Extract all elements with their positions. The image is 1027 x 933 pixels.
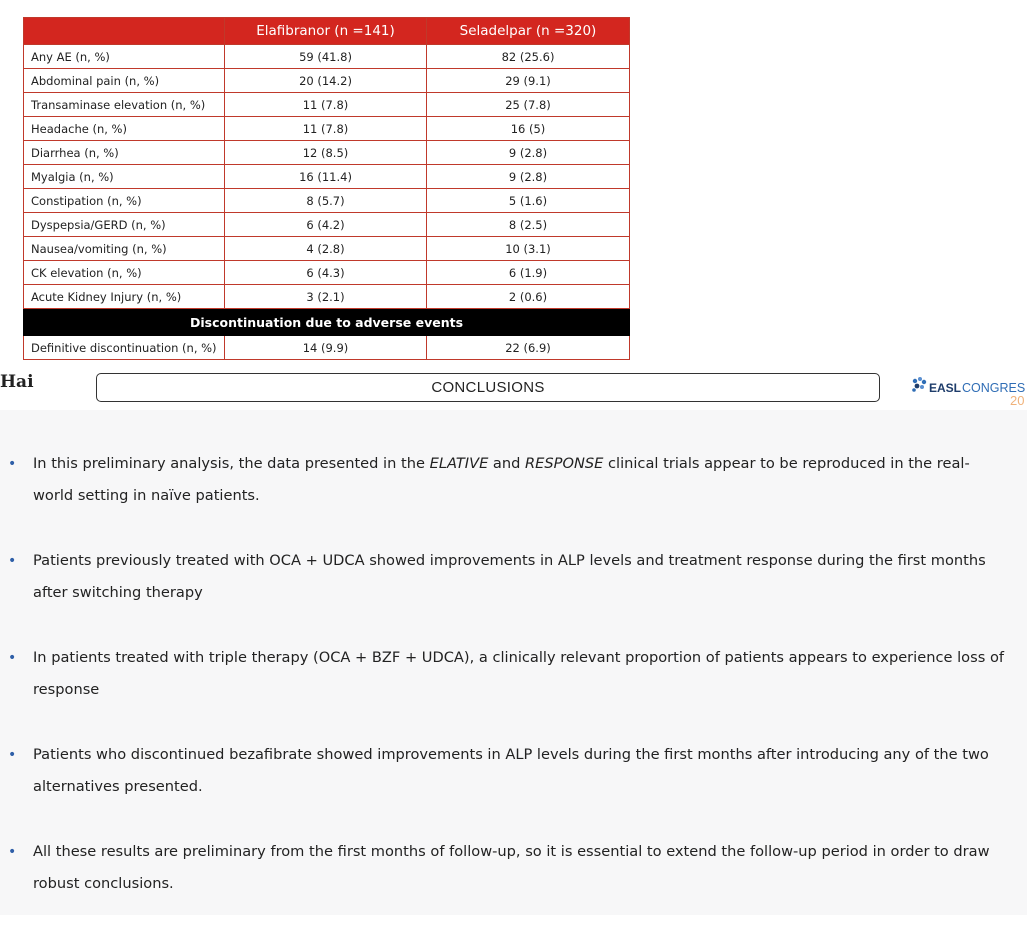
elafibranor-value: 6 (4.2) (225, 213, 427, 237)
elafibranor-value: 4 (2.8) (225, 237, 427, 261)
bullet-dot-icon: • (8, 844, 17, 860)
row-label: Constipation (n, %) (24, 189, 225, 213)
table-row (24, 336, 630, 360)
easl-congress-logo (910, 375, 1027, 409)
row-label: Abdominal pain (n, %) (24, 69, 225, 93)
section-header-row (24, 309, 630, 336)
table-row (24, 69, 630, 93)
table-row (24, 141, 630, 165)
header-cell-elafibranor: Elafibranor (n =141) (225, 18, 427, 45)
bullet-text-pre: In this preliminary analysis, the data presented in the (33, 455, 430, 472)
table-row (24, 237, 630, 261)
row-label: Myalgia (n, %) (24, 165, 225, 189)
bullet-text-trial-1: ELATIVE (429, 455, 489, 472)
row-label: Transaminase elevation (n, %) (24, 93, 225, 117)
seladelpar-value: 2 (0.6) (427, 285, 630, 309)
table-header-row (24, 18, 630, 45)
table-row (24, 45, 630, 69)
bullet-text-trial-2: RESPONSE (525, 455, 604, 472)
logo-year-text: 20 (1010, 393, 1025, 408)
bullet-text: In patients treated with triple therapy (OCA + BZF + UDCA), a clinically relevant proportion of patients appears to experience loss of response (33, 649, 1005, 698)
row-label: Headache (n, %) (24, 117, 225, 141)
list-item (0, 642, 1027, 706)
bullet-dot-icon: • (8, 456, 17, 472)
row-label: Dyspepsia/GERD (n, %) (24, 213, 225, 237)
bullet-dot-icon: • (8, 650, 17, 666)
table-row (24, 165, 630, 189)
bullet-text: Patients who discontinued bezafibrate showed improvements in ALP levels during the first months after introducing any of the two alternatives presented. (33, 746, 989, 795)
table-row (24, 285, 630, 309)
logo-congress-text: CONGRES (962, 381, 1026, 395)
table-row (24, 117, 630, 141)
list-item (0, 545, 1027, 609)
table-row (24, 93, 630, 117)
elafibranor-value: 11 (7.8) (225, 93, 427, 117)
row-label: Any AE (n, %) (24, 45, 225, 69)
list-item (0, 836, 1027, 900)
seladelpar-value: 22 (6.9) (427, 336, 630, 360)
bullet-dot-icon: • (8, 747, 17, 763)
seladelpar-value: 9 (2.8) (427, 141, 630, 165)
bullet-text: All these results are preliminary from the first months of follow-up, so it is essential to extend the follow-up period in order to draw robust conclusions. (33, 843, 990, 892)
list-item (0, 739, 1027, 803)
seladelpar-value: 9 (2.8) (427, 165, 630, 189)
elafibranor-value: 3 (2.1) (225, 285, 427, 309)
elafibranor-value: 8 (5.7) (225, 189, 427, 213)
elafibranor-value: 14 (9.9) (225, 336, 427, 360)
table-row (24, 189, 630, 213)
bullet-text-post: clinical trials appear to be reproduced in the real-world setting in naïve patients. (33, 455, 970, 504)
row-label: Acute Kidney Injury (n, %) (24, 285, 225, 309)
seladelpar-value: 10 (3.1) (427, 237, 630, 261)
seladelpar-value: 29 (9.1) (427, 69, 630, 93)
list-item (0, 448, 1027, 512)
seladelpar-value: 25 (7.8) (427, 93, 630, 117)
header-cell-empty (24, 18, 225, 45)
elafibranor-value: 6 (4.3) (225, 261, 427, 285)
seladelpar-value: 82 (25.6) (427, 45, 630, 69)
conclusions-header (96, 373, 880, 402)
table-row (24, 261, 630, 285)
seladelpar-value: 5 (1.6) (427, 189, 630, 213)
bullet-text: Patients previously treated with OCA + UDCA showed improvements in ALP levels and treatment response during the first months after switching therapy (33, 552, 986, 601)
row-label: Diarrhea (n, %) (24, 141, 225, 165)
elafibranor-value: 59 (41.8) (225, 45, 427, 69)
row-label: Nausea/vomiting (n, %) (24, 237, 225, 261)
bullet-text-mid: and (488, 455, 526, 472)
seladelpar-value: 8 (2.5) (427, 213, 630, 237)
conclusions-title: CONCLUSIONS (431, 379, 545, 396)
seladelpar-value: 6 (1.9) (427, 261, 630, 285)
elafibranor-value: 20 (14.2) (225, 69, 427, 93)
conclusions-list (0, 448, 1027, 933)
seladelpar-value: 16 (5) (427, 117, 630, 141)
elafibranor-value: 11 (7.8) (225, 117, 427, 141)
bullet-dot-icon: • (8, 553, 17, 569)
elafibranor-value: 12 (8.5) (225, 141, 427, 165)
cut-off-left-text: Hai (0, 372, 34, 392)
logo-easl-text: EASL (929, 381, 962, 395)
section-title-discontinuation: Discontinuation due to adverse events (24, 309, 630, 336)
elafibranor-value: 16 (11.4) (225, 165, 427, 189)
easl-molecule-icon (910, 375, 930, 395)
row-label: Definitive discontinuation (n, %) (24, 336, 225, 360)
adverse-events-table (23, 17, 630, 360)
row-label: CK elevation (n, %) (24, 261, 225, 285)
header-cell-seladelpar: Seladelpar (n =320) (427, 18, 630, 45)
table-row (24, 213, 630, 237)
